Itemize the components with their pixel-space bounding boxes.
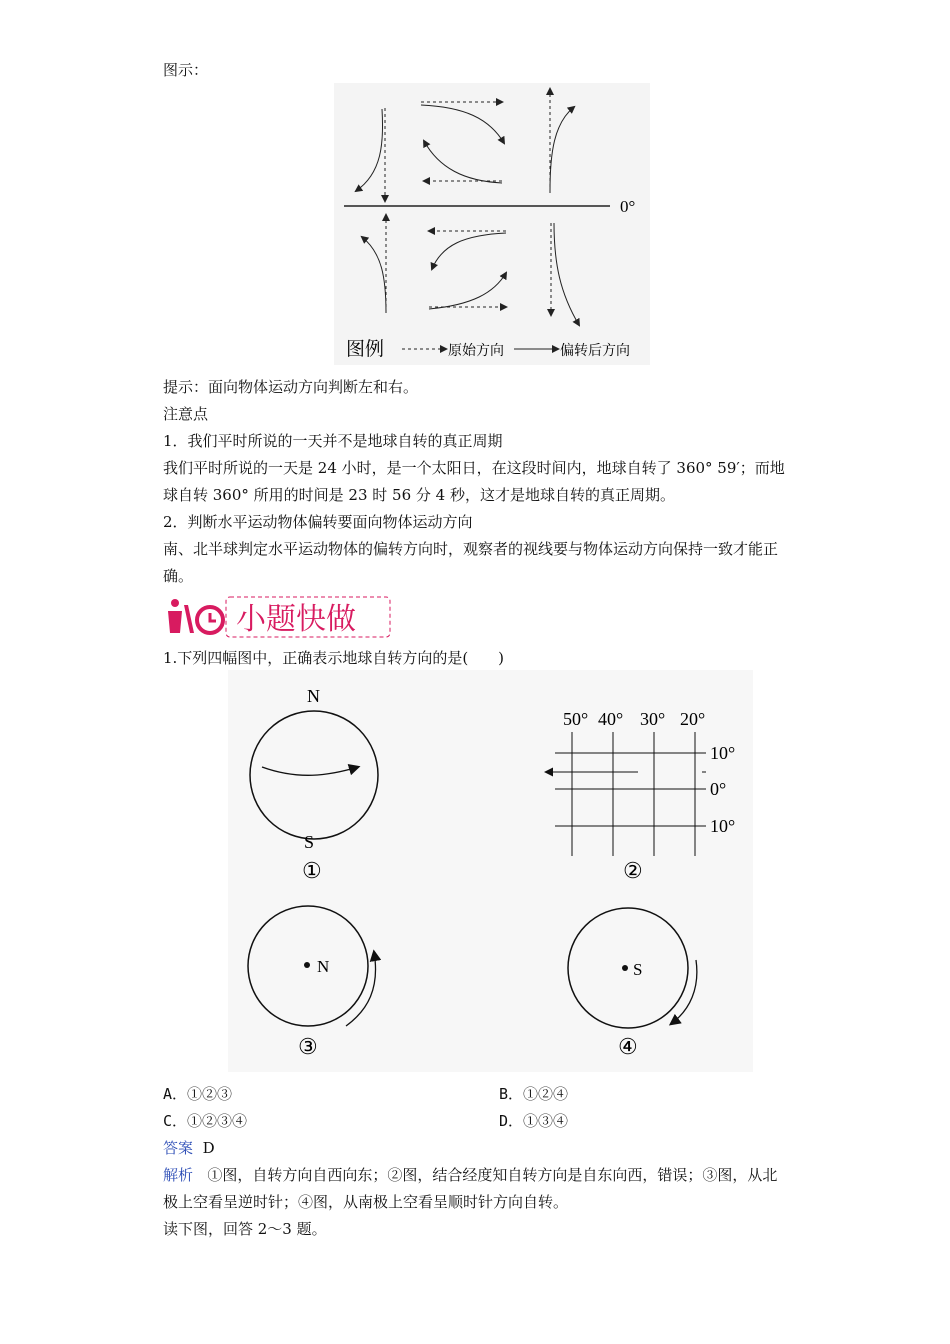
equator-label: 0° bbox=[620, 197, 636, 216]
analysis-line1 bbox=[163, 1165, 777, 1185]
option-c: C．①②③④ bbox=[163, 1112, 248, 1130]
analysis-line2: 极上空看呈逆时针；④图，从南极上空看呈顺时针方向自转。 bbox=[163, 1193, 569, 1211]
note1-title: 1．我们平时所说的一天并不是地球自转的真正周期 bbox=[163, 432, 503, 450]
analysis-label: 解析 bbox=[163, 1166, 194, 1184]
legend-deflected: 偏转后方向 bbox=[560, 344, 630, 359]
note1-body-line1: 我们平时所说的一天是 24 小时，是一个太阳日，在这段时间内，地球自转了 360° 59′；而地 bbox=[163, 459, 785, 477]
analysis-text-1: ①图，自转方向自西向东；②图，结合经度知自转方向是自东向西，错误；③图，从北 bbox=[207, 1166, 778, 1184]
note2-title: 2．判断水平运动物体偏转要面向物体运动方向 bbox=[163, 513, 473, 531]
notes-title: 注意点 bbox=[163, 405, 209, 423]
panel1-number: ① bbox=[302, 858, 322, 883]
note1-body-line2: 球自转 360° 所用的时间是 23 时 56 分 4 秒，这才是地球自转的真正周期。 bbox=[163, 486, 675, 504]
option-b: B．①②④ bbox=[499, 1085, 569, 1103]
answer-value: D bbox=[202, 1139, 215, 1157]
rotation-figure bbox=[228, 670, 753, 1072]
panel2-lon-20: 20° bbox=[680, 709, 706, 729]
legend-title: 图例 bbox=[346, 339, 385, 360]
banner-logo-icon bbox=[168, 599, 223, 633]
panel2-lat-10s: 10° bbox=[710, 816, 736, 836]
quick-practice-banner bbox=[162, 593, 394, 641]
panel2-number: ② bbox=[623, 858, 643, 883]
panel1-south-label: S bbox=[304, 832, 315, 852]
panel2-lon-40: 40° bbox=[598, 709, 624, 729]
panel2-lat-0: 0° bbox=[710, 779, 727, 799]
panel2-lon-50: 50° bbox=[563, 709, 589, 729]
read-prompt: 读下图，回答 2～3 题。 bbox=[163, 1220, 327, 1238]
panel1-north-label: N bbox=[307, 686, 320, 706]
panel4-pole-label: S bbox=[633, 960, 643, 979]
option-a: A．①②③ bbox=[163, 1085, 233, 1103]
deflection-figure bbox=[334, 83, 650, 365]
panel3-pole-label: N bbox=[317, 957, 330, 976]
panel2-lon-30: 30° bbox=[640, 709, 666, 729]
panel3-number: ③ bbox=[298, 1034, 318, 1059]
hint-text: 提示：面向物体运动方向判断左和右。 bbox=[163, 378, 419, 396]
figure-intro-label: 图示： bbox=[163, 61, 209, 79]
question1-text: 1.下列四幅图中，正确表示地球自转方向的是( ) bbox=[163, 649, 505, 667]
legend-original: 原始方向 bbox=[448, 344, 504, 359]
note2-body-line2: 确。 bbox=[163, 567, 194, 585]
panel2-lat-10n: 10° bbox=[710, 743, 736, 763]
answer-label: 答案 bbox=[163, 1139, 194, 1157]
panel4-number: ④ bbox=[618, 1034, 638, 1059]
option-d: D．①③④ bbox=[499, 1112, 569, 1130]
note2-body-line1: 南、北半球判定水平运动物体的偏转方向时，观察者的视线要与物体运动方向保持一致才能正 bbox=[163, 540, 779, 558]
answer-line bbox=[163, 1138, 215, 1158]
banner-title: 小题快做 bbox=[236, 603, 356, 636]
